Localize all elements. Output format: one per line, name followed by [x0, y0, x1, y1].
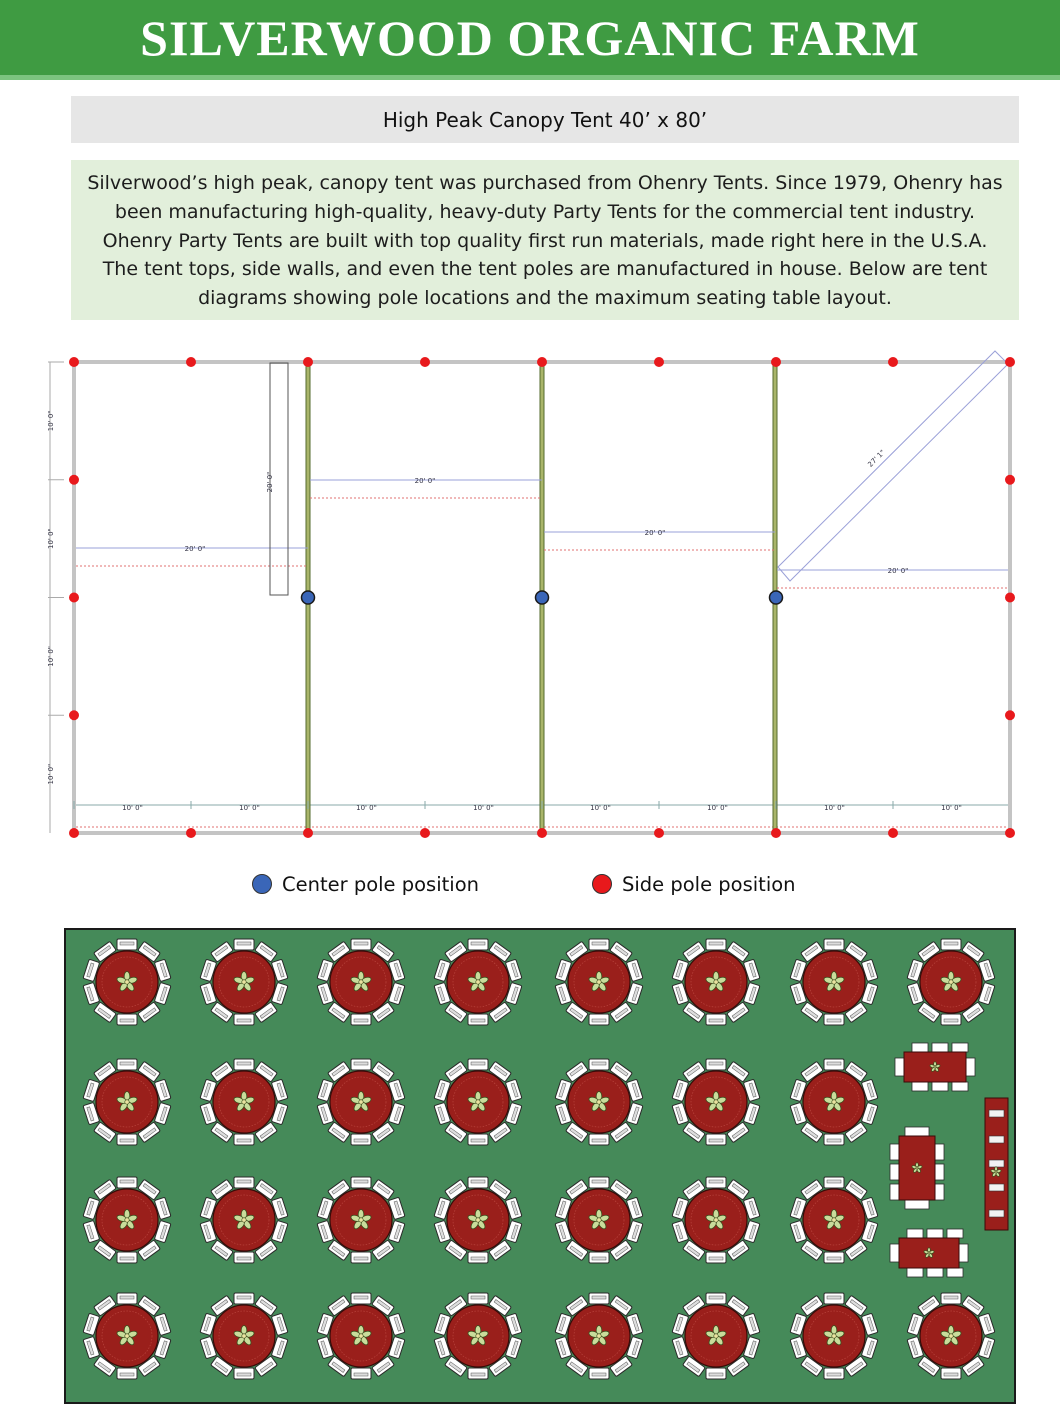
- round-table-14: [672, 1059, 760, 1145]
- bottom-dimension-label: 10' 0": [707, 804, 728, 812]
- round-table-17: [200, 1177, 288, 1263]
- bottom-dimension-label: 10' 0": [824, 804, 845, 812]
- round-table-29: [790, 1293, 878, 1379]
- center-pole-3: [770, 591, 783, 604]
- round-table-5: [555, 939, 643, 1025]
- round-table-22: [790, 1177, 878, 1263]
- bottom-dimension-label: 10' 0": [590, 804, 611, 812]
- side-pole-1: [69, 357, 79, 367]
- side-pole-17: [1005, 357, 1015, 367]
- round-table-6: [672, 939, 760, 1025]
- left-dimension-label: 10' 0": [47, 528, 55, 549]
- side-pole-13: [771, 357, 781, 367]
- round-table-25: [317, 1293, 405, 1379]
- side-pole-16: [888, 828, 898, 838]
- bottom-dimension-label: 10' 0": [356, 804, 377, 812]
- diagonal-dimension-label: 27' 1": [866, 448, 887, 469]
- round-table-15: [790, 1059, 878, 1145]
- round-table-26: [434, 1293, 522, 1379]
- center-pole-legend-label: Center pole position: [282, 872, 479, 896]
- interior-dimension-label: 20' 0": [414, 477, 436, 485]
- side-pole-11: [654, 357, 664, 367]
- round-table-9: [83, 1059, 171, 1145]
- round-table-2: [200, 939, 288, 1025]
- bottom-dimension-label: 10' 0": [473, 804, 494, 812]
- side-pole-22: [1005, 593, 1015, 603]
- round-table-3: [317, 939, 405, 1025]
- round-table-19: [434, 1177, 522, 1263]
- round-table-4: [434, 939, 522, 1025]
- round-table-28: [672, 1293, 760, 1379]
- interior-dimension-label: 20' 0": [644, 529, 666, 537]
- center-pole-2: [536, 591, 549, 604]
- side-pole-5: [303, 357, 313, 367]
- pole-position-diagram: [40, 345, 1030, 850]
- side-pole-9: [537, 357, 547, 367]
- left-dimension-label: 10' 0": [47, 763, 55, 785]
- seating-layout-floor: [64, 928, 1016, 1404]
- side-pole-19: [69, 475, 79, 485]
- legend-center-pole: [252, 870, 479, 898]
- side-pole-23: [69, 710, 79, 720]
- side-pole-6: [303, 828, 313, 838]
- page-subtitle: High Peak Canopy Tent 40’ x 80’: [71, 96, 1019, 143]
- round-table-11: [317, 1059, 405, 1145]
- center-pole-legend-dot: [252, 874, 272, 894]
- left-dimension-label: 10' 0": [47, 410, 55, 432]
- side-pole-21: [69, 593, 79, 603]
- bottom-dimension-label: 10' 0": [122, 804, 143, 812]
- side-pole-15: [888, 357, 898, 367]
- buffet-table: [985, 1098, 1008, 1230]
- interior-dimension-label: 20' 0": [266, 471, 274, 493]
- round-table-18: [317, 1177, 405, 1263]
- round-table-10: [200, 1059, 288, 1145]
- round-table-16: [83, 1177, 171, 1263]
- legend-side-pole: [592, 870, 796, 898]
- side-pole-18: [1005, 828, 1015, 838]
- round-table-30: [907, 1293, 995, 1379]
- center-pole-1: [302, 591, 315, 604]
- side-pole-10: [537, 828, 547, 838]
- side-pole-8: [420, 828, 430, 838]
- interior-dimension-label: 20' 0": [184, 545, 206, 553]
- round-table-27: [555, 1293, 643, 1379]
- side-pole-24: [1005, 710, 1015, 720]
- side-pole-legend-label: Side pole position: [622, 872, 796, 896]
- side-pole-2: [69, 828, 79, 838]
- round-table-20: [555, 1177, 643, 1263]
- side-pole-4: [186, 828, 196, 838]
- round-table-23: [83, 1293, 171, 1379]
- dimension-labels: [47, 362, 962, 812]
- side-pole-legend-dot: [592, 874, 612, 894]
- side-pole-3: [186, 357, 196, 367]
- round-table-21: [672, 1177, 760, 1263]
- side-pole-12: [654, 828, 664, 838]
- bottom-dimension-label: 10' 0": [239, 804, 260, 812]
- round-table-1: [83, 939, 171, 1025]
- farm-title: SILVERWOOD ORGANIC FARM: [140, 9, 920, 66]
- side-pole-14: [771, 828, 781, 838]
- round-table-24: [200, 1293, 288, 1379]
- center-poles: [302, 591, 783, 604]
- round-table-13: [555, 1059, 643, 1145]
- interior-dimension-label: 20' 0": [887, 567, 909, 575]
- header-banner: [0, 0, 1060, 80]
- side-pole-7: [420, 357, 430, 367]
- bottom-dimension-label: 10' 0": [941, 804, 962, 812]
- left-dimension-label: 10' 0": [47, 646, 55, 667]
- side-pole-20: [1005, 475, 1015, 485]
- round-table-8: [907, 939, 995, 1025]
- round-table-7: [790, 939, 878, 1025]
- round-table-12: [434, 1059, 522, 1145]
- description-text: Silverwood’s high peak, canopy tent was purchased from Ohenry Tents. Since 1979, Ohenry has been manufacturing high-quality, heavy-duty Party Tents for the commercial tent industry. Ohenry Party Tents are built with top quality first run materials, made right here in the U.S.A. The tent tops, side walls, and even the tent poles are manufactured in house. Below are tent diagrams showing pole locations and the maximum seating table layout.: [71, 160, 1019, 320]
